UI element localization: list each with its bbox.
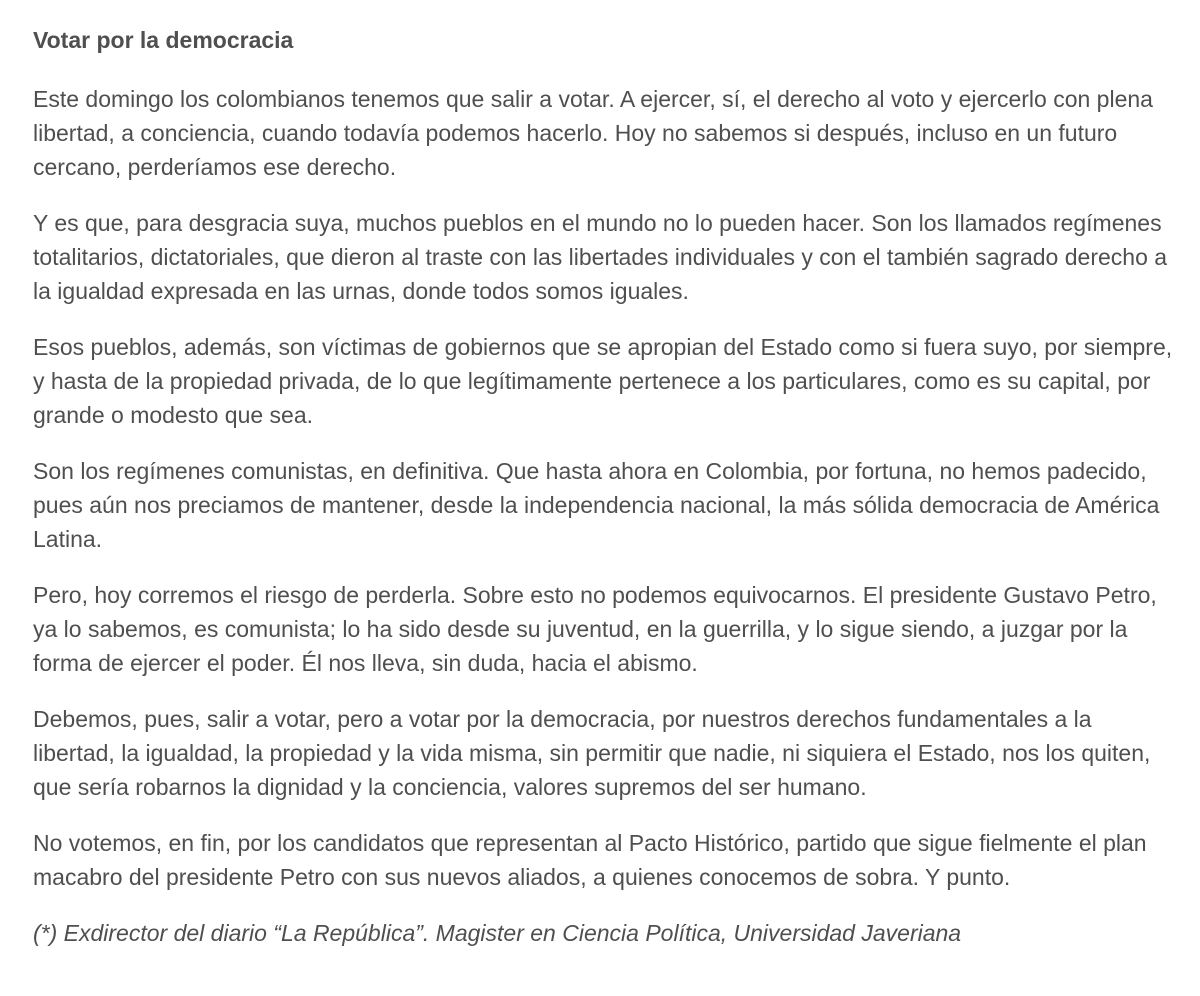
article-paragraph-7: No votemos, en fin, por los candidatos que representan al Pacto Histórico, partido que sigue fielmente el plan macabro del presidente Petro con sus nuevos aliados, a quienes conocemos de sobra. Y punto. xyxy=(33,830,1147,890)
article-paragraph-2: Y es que, para desgracia suya, muchos pueblos en el mundo no lo pueden hacer. Son los llamados regímenes totalitarios, dictatoriales, que dieron al traste con las libertades individuales y con el también sagrado derecho a la igualdad expresada en las urnas, donde todos somos iguales. xyxy=(33,210,1168,304)
article-paragraph-6: Debemos, pues, salir a votar, pero a votar por la democracia, por nuestros derechos fundamentales a la libertad, la igualdad, la propiedad y la vida misma, sin permitir que nadie, ni siquiera el Estado, nos los quiten, que sería robarnos la dignidad y la conciencia, valores supremos del ser humano. xyxy=(33,706,1151,800)
article-paragraph-3: Esos pueblos, además, son víctimas de gobiernos que se apropian del Estado como si fuera suyo, por siempre, y hasta de la propiedad privada, de lo que legítimamente pertenece a los particulares, como es su capital, por grande o modesto que sea. xyxy=(33,334,1173,428)
article-paragraph-4: Son los regímenes comunistas, en definitiva. Que hasta ahora en Colombia, por fortuna, no hemos padecido, pues aún nos preciamos de mantener, desde la independencia nacional, la más sólida democracia de América Latina. xyxy=(33,458,1160,552)
article-paragraph-1: Este domingo los colombianos tenemos que salir a votar. A ejercer, sí, el derecho al voto y ejercerlo con plena libertad, a conciencia, cuando todavía podemos hacerlo. Hoy no sabemos si después, incluso en un futuro cercano, perderíamos ese derecho. xyxy=(33,86,1153,180)
article-title: Votar por la democracia xyxy=(33,27,294,53)
article-paragraph-5: Pero, hoy corremos el riesgo de perderla. Sobre esto no podemos equivocarnos. El presidente Gustavo Petro, ya lo sabemos, es comunista; lo ha sido desde su juventud, en la guerrilla, y lo sigue siendo, a juzgar por la forma de ejercer el poder. Él nos lleva, sin duda, hacia el abismo. xyxy=(33,582,1157,676)
author-note: (*) Exdirector del diario “La República”. Magister en Ciencia Política, Universidad Javeriana xyxy=(33,920,962,946)
